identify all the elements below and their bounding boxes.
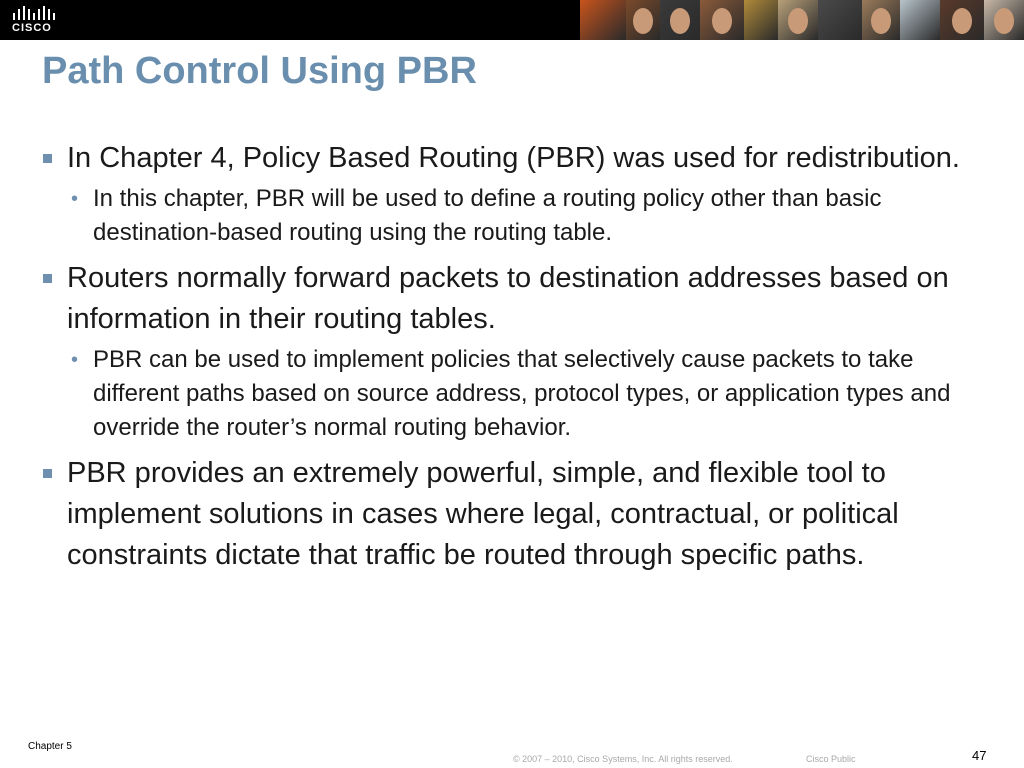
footer-copyright: © 2007 – 2010, Cisco Systems, Inc. All rights reserved.	[513, 754, 733, 764]
person-photo	[940, 0, 984, 40]
building-photo	[900, 0, 940, 40]
face-icon	[670, 8, 690, 34]
square-bullet-icon	[43, 274, 52, 283]
person-photo	[984, 0, 1024, 40]
person-photo	[700, 0, 744, 40]
person-photo	[660, 0, 700, 40]
person-photo	[626, 0, 660, 40]
footer-chapter: Chapter 5	[28, 741, 72, 752]
face-icon	[633, 8, 653, 34]
square-bullet-icon	[43, 154, 52, 163]
cisco-logo-text: CISCO	[12, 22, 52, 34]
footer-classification: Cisco Public	[806, 754, 856, 764]
crowd-photo	[818, 0, 862, 40]
face-icon	[788, 8, 808, 34]
person-photo	[778, 0, 818, 40]
city-map-photo	[744, 0, 778, 40]
person-photo	[862, 0, 900, 40]
sub-bullet-item	[67, 343, 982, 445]
cisco-logo	[10, 5, 62, 35]
slide-title: Path Control Using PBR	[42, 50, 477, 92]
face-icon	[712, 8, 732, 34]
cisco-bars-icon	[12, 6, 58, 20]
bullet-text: In Chapter 4, Policy Based Routing (PBR) was used for redistribution.	[67, 142, 960, 174]
sub-bullet-text: In this chapter, PBR will be used to define a routing policy other than basic destination-based routing using the routing table.	[93, 185, 882, 246]
bullet-list	[42, 138, 982, 576]
photo-strip	[580, 0, 1024, 40]
orange-abstract-photo	[580, 0, 626, 40]
bullet-text: Routers normally forward packets to destination addresses based on information in their routing tables.	[67, 262, 949, 335]
sub-bullet-list	[67, 182, 982, 250]
sub-bullet-item	[67, 182, 982, 250]
face-icon	[952, 8, 972, 34]
bullet-text: PBR provides an extremely powerful, simple, and flexible tool to implement solutions in cases where legal, contractual, or political constraints dictate that traffic be routed through specific paths.	[67, 457, 899, 571]
header-banner	[0, 0, 1024, 40]
dot-bullet-icon: •	[71, 188, 79, 210]
page-number: 47	[972, 748, 987, 763]
sub-bullet-list	[67, 343, 982, 445]
bullet-item	[42, 453, 982, 576]
square-bullet-icon	[43, 469, 52, 478]
face-icon	[994, 8, 1014, 34]
bullet-item	[42, 258, 982, 445]
dot-bullet-icon: •	[71, 349, 79, 371]
bullet-item	[42, 138, 982, 250]
sub-bullet-text: PBR can be used to implement policies that selectively cause packets to take different paths based on source address, protocol types, or application types and override the router’s normal routing behavior.	[93, 346, 951, 441]
face-icon	[871, 8, 891, 34]
